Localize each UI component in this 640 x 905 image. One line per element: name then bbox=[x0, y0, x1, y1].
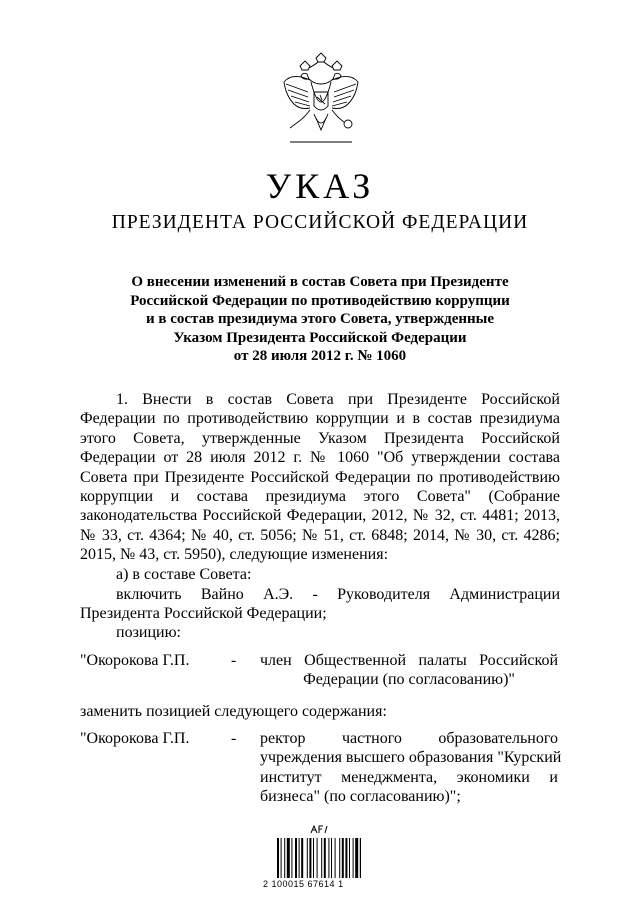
barcode-bar bbox=[335, 838, 336, 878]
item-a: а) в составе Совета: bbox=[116, 566, 252, 583]
barcode-bar bbox=[291, 838, 292, 878]
heading-line: от 28 июля 2012 г. № 1060 bbox=[233, 348, 407, 365]
barcode-number: 2 100015 67614 1 bbox=[263, 879, 344, 889]
barcode-bar bbox=[307, 838, 308, 878]
position-line: член Общественной палаты Российской bbox=[260, 652, 558, 669]
barcode-bar bbox=[277, 838, 279, 878]
position-line: бизнеса" (по согласованию)"; bbox=[260, 788, 461, 806]
include-line: включить Вайно А.Э. - Руководителя Администрации bbox=[116, 586, 560, 603]
barcode-bar bbox=[295, 838, 297, 878]
old-position-text bbox=[260, 651, 558, 690]
heading-line: Указом Президента Российской Федерации bbox=[173, 329, 467, 346]
barcode-bar bbox=[349, 838, 350, 878]
position-line: учреждения высшего образования "Курский bbox=[260, 749, 562, 767]
barcode-bar bbox=[324, 838, 326, 878]
body-paragraph bbox=[80, 390, 560, 565]
heading-line: Российской Федерации по противодействию коррупции bbox=[130, 292, 510, 309]
body-line: этого Совета, утвержденные Указом Президента Российской bbox=[80, 429, 560, 447]
barcode-bar bbox=[317, 838, 318, 878]
barcode-bar bbox=[339, 838, 340, 878]
old-position-name: "Окорокова Г.П. bbox=[80, 652, 190, 669]
barcode-bar bbox=[313, 838, 314, 878]
heading-line: О внесении изменений в состав Совета при Президенте bbox=[131, 274, 509, 290]
barcode-bar bbox=[321, 838, 322, 878]
barcode-bar bbox=[284, 838, 285, 878]
document-subtitle: ПРЕЗИДЕНТА РОССИЙСКОЙ ФЕДЕРАЦИИ bbox=[111, 212, 529, 233]
body-line: Совета при Президенте Российской Федерации по противодействию bbox=[80, 468, 560, 486]
old-position-dash: - bbox=[231, 652, 237, 669]
new-position-name: "Окорокова Г.П. bbox=[80, 730, 190, 747]
body-line: законодательства Российской Федерации, 2012, № 32, ст. 4481; 2013, bbox=[80, 507, 560, 525]
barcode-bar bbox=[345, 838, 347, 878]
body-line: Федерации по противодействию коррупции и в состав президиума bbox=[80, 410, 560, 428]
barcode-bar bbox=[331, 838, 332, 878]
position-line: ректор частного образовательного bbox=[260, 730, 558, 747]
new-position-text bbox=[260, 729, 562, 807]
body-line: коррупции и состава президиума этого Совета" (Собрание bbox=[80, 488, 560, 506]
barcode-bar bbox=[309, 838, 311, 878]
barcode-bar bbox=[299, 838, 300, 878]
barcode-bar bbox=[328, 838, 329, 878]
decree-heading bbox=[80, 273, 560, 366]
barcode-bar bbox=[355, 838, 358, 878]
coat-of-arms-emblem bbox=[276, 52, 366, 150]
barcode-bar bbox=[360, 838, 361, 878]
new-position-dash: - bbox=[231, 730, 237, 747]
barcode bbox=[277, 838, 361, 878]
replace-label: заменить позицией следующего содержания: bbox=[80, 703, 387, 720]
barcode-bar bbox=[281, 838, 282, 878]
publisher-mark-icon bbox=[308, 823, 330, 835]
position-line: институт менеджмента, экономики и bbox=[260, 768, 558, 786]
body-line: Федерации от 28 июля 2012 г. № 1060 "Об утверждении состава bbox=[80, 449, 560, 467]
position-line: Федерации (по согласованию)" bbox=[303, 671, 515, 689]
position-label: позицию: bbox=[116, 624, 181, 641]
barcode-bar bbox=[342, 838, 344, 878]
barcode-bar bbox=[301, 838, 303, 878]
include-line-continued: Президента Российской Федерации; bbox=[80, 605, 327, 622]
body-line: № 33, ст. 4364; № 40, ст. 5056; № 51, ст. 6848; 2014, № 30, ст. 4286; bbox=[80, 526, 560, 544]
barcode-bar bbox=[287, 838, 290, 878]
heading-line: и в состав президиума этого Совета, утвержденные bbox=[145, 311, 495, 328]
barcode-bar bbox=[353, 838, 354, 878]
body-line: 2015, № 43, ст. 5950), следующие изменения: bbox=[80, 546, 389, 564]
document-title: УКАЗ bbox=[265, 166, 375, 206]
body-line: 1. Внести в состав Совета при Президенте Российской bbox=[116, 391, 560, 408]
